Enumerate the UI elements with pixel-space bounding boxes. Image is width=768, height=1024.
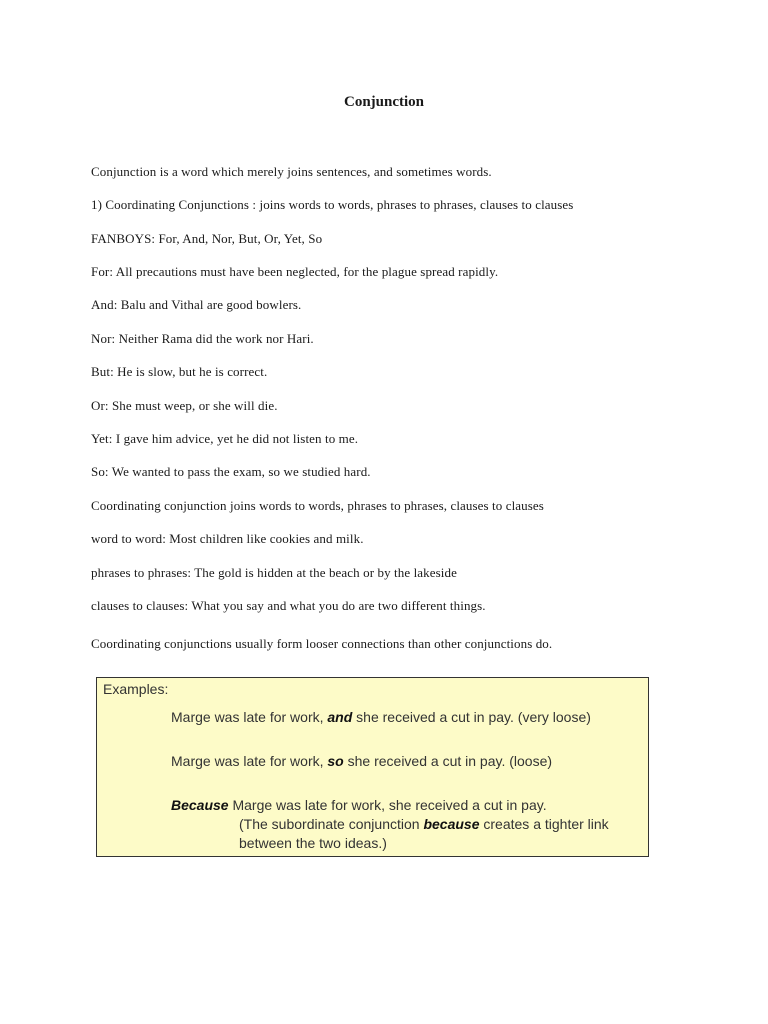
example-text: Marge was late for work, (171, 753, 328, 769)
examples-label: Examples: (103, 681, 169, 697)
example-note-line-1 (239, 816, 609, 832)
text-line-and: And: Balu and Vithal are good bowlers. (91, 297, 302, 312)
example-conjunction: Because (171, 797, 229, 813)
example-text: Marge was late for work, she received a cut in pay. (228, 797, 547, 813)
example-because (171, 797, 547, 813)
text-line-nor: Nor: Neither Rama did the work nor Hari. (91, 331, 314, 346)
text-line-clauses-to-clauses: clauses to clauses: What you say and what you do are two different things. (91, 598, 486, 613)
note-conjunction: because (423, 816, 480, 832)
text-line-so: So: We wanted to pass the exam, so we studied hard. (91, 464, 371, 479)
text-line-or: Or: She must weep, or she will die. (91, 398, 278, 413)
note-text: (The subordinate conjunction (239, 816, 424, 832)
text-line-for: For: All precautions must have been neglected, for the plague spread rapidly. (91, 264, 499, 279)
example-text: Marge was late for work, (171, 709, 328, 725)
text-line-coordinating-summary: Coordinating conjunction joins words to words, phrases to phrases, clauses to clauses (91, 498, 544, 513)
text-line-word-to-word: word to word: Most children like cookies and milk. (91, 531, 364, 546)
examples-box (96, 677, 649, 857)
text-line-coordinating-heading: 1) Coordinating Conjunctions : joins words to words, phrases to phrases, clauses to clauses (91, 197, 574, 212)
text-line-fanboys: FANBOYS: For, And, Nor, But, Or, Yet, So (91, 231, 323, 246)
example-text: she received a cut in pay. (very loose) (352, 709, 591, 725)
text-line-looser-connections: Coordinating conjunctions usually form looser connections than other conjunctions do. (91, 636, 553, 651)
text-line-intro: Conjunction is a word which merely joins sentences, and sometimes words. (91, 164, 492, 179)
example-and (171, 709, 591, 725)
example-text: she received a cut in pay. (loose) (343, 753, 553, 769)
example-so (171, 753, 552, 769)
text-line-phrases-to-phrases: phrases to phrases: The gold is hidden at the beach or by the lakeside (91, 565, 457, 580)
example-conjunction: so (327, 753, 344, 769)
example-conjunction: and (327, 709, 353, 725)
note-text: creates a tighter link (479, 816, 609, 832)
text-line-yet: Yet: I gave him advice, yet he did not listen to me. (91, 431, 359, 446)
text-line-but: But: He is slow, but he is correct. (91, 364, 268, 379)
document-title: Conjunction (343, 94, 425, 110)
example-note-line-2: between the two ideas.) (239, 835, 387, 851)
